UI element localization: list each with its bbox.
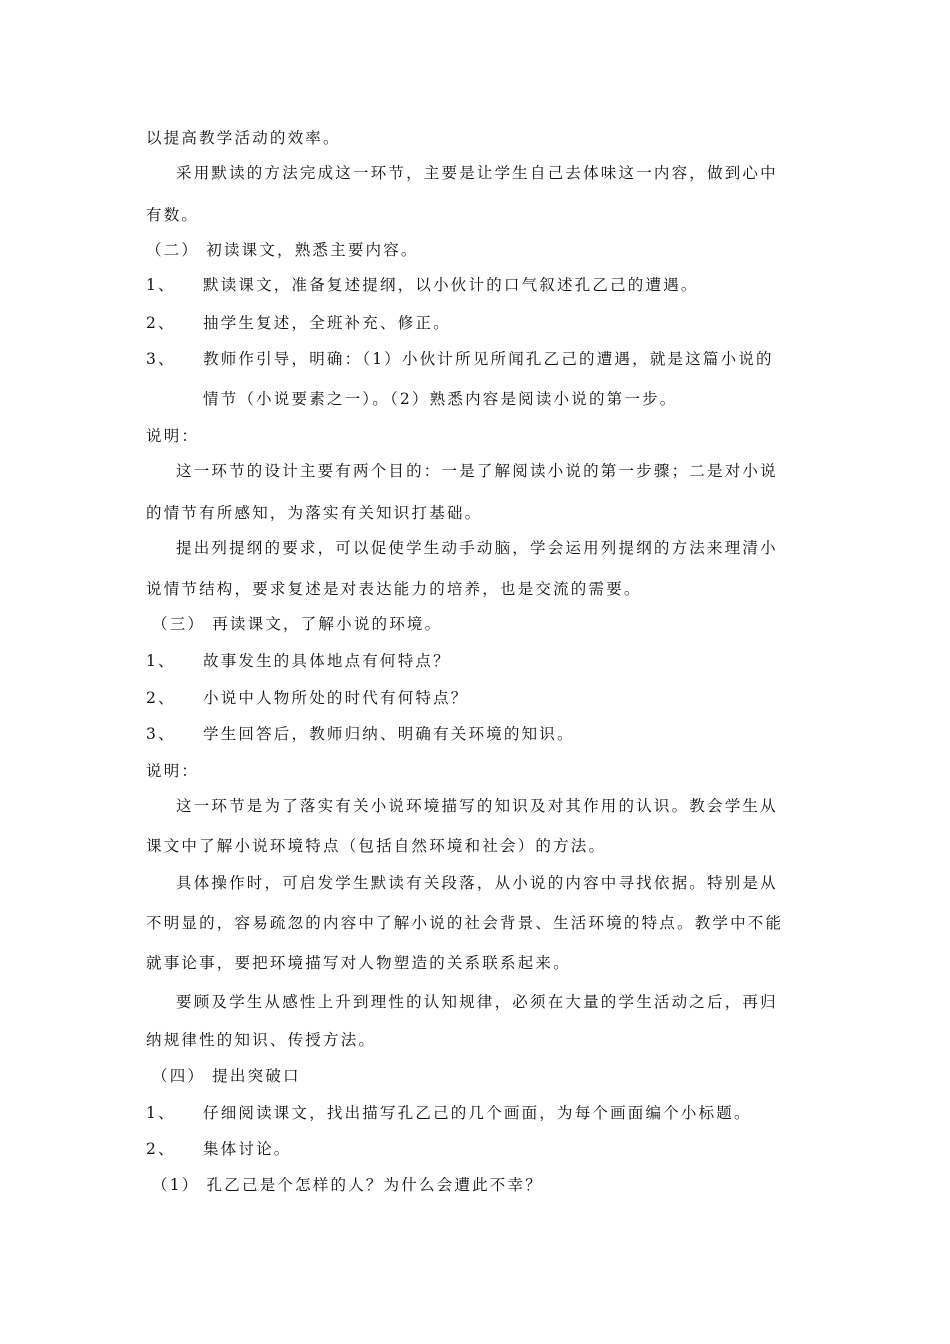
list-number: 2、 xyxy=(146,689,176,707)
paragraph-line: 有数。 xyxy=(146,206,200,224)
section-heading: （三） 再读课文，了解小说的环境。 xyxy=(152,615,443,633)
paragraph-line: 采用默读的方法完成这一环节，主要是让学生自己去体味这一内容，做到心中 xyxy=(176,164,778,182)
paragraph-line: 就事论事，要把环境描写对人物塑造的关系联系起来。 xyxy=(146,954,571,972)
paragraph-line: 纳规律性的知识、传授方法。 xyxy=(146,1031,377,1049)
paragraph-line: 说情节结构，要求复述是对表达能力的培养，也是交流的需要。 xyxy=(146,580,642,598)
note-label: 说明： xyxy=(146,427,200,445)
paragraph-line: 以提高教学活动的效率。 xyxy=(146,129,341,147)
list-number: 2、 xyxy=(146,1140,176,1158)
paragraph-line: 要顾及学生从感性上升到理性的认知规律，必须在大量的学生活动之后，再归 xyxy=(176,993,778,1011)
section-heading: （二） 初读课文，熟悉主要内容。 xyxy=(146,241,419,259)
list-item: 抽学生复述，全班补充、修正。 xyxy=(203,314,451,332)
paragraph-line: 这一环节的设计主要有两个目的：一是了解阅读小说的第一步骤；二是对小说 xyxy=(176,462,778,480)
paragraph-line: 这一环节是为了落实有关小说环境描写的知识及对其作用的认识。教会学生从 xyxy=(176,797,778,815)
paragraph-line: 提出列提纲的要求，可以促使学生动手动脑，学会运用列提纲的方法来理清小 xyxy=(176,539,778,557)
note-label: 说明： xyxy=(146,762,200,780)
list-item: 故事发生的具体地点有何特点？ xyxy=(203,652,451,670)
section-heading: （四） 提出突破口 xyxy=(152,1067,301,1085)
list-item: 小说中人物所处的时代有何特点？ xyxy=(203,689,469,707)
list-number: 3、 xyxy=(146,725,176,743)
paragraph-line: 不明显的，容易疏忽的内容中了解小说的社会背景、生活环境的特点。教学中不能 xyxy=(146,914,784,932)
list-item: 默读课文，准备复述提纲，以小伙计的口气叙述孔乙己的遭遇。 xyxy=(203,276,699,294)
list-number: 1、 xyxy=(146,276,176,294)
list-item: 仔细阅读课文，找出描写孔乙己的几个画面，为每个画面编个小标题。 xyxy=(203,1104,752,1122)
list-item: 集体讨论。 xyxy=(203,1140,292,1158)
list-item: 学生回答后，教师归纳、明确有关环境的知识。 xyxy=(203,725,575,743)
sub-list-item: （1） 孔乙己是个怎样的人？为什么会遭此不幸？ xyxy=(152,1176,543,1194)
list-number: 1、 xyxy=(146,1104,176,1122)
paragraph-line: 具体操作时，可启发学生默读有关段落，从小说的内容中寻找依据。特别是从 xyxy=(176,874,778,892)
paragraph-line: 课文中了解小说环境特点（包括自然环境和社会）的方法。 xyxy=(146,837,607,855)
list-item: 教师作引导，明确：（1）小伙计所见所闻孔乙己的遭遇，就是这篇小说的 xyxy=(203,350,774,368)
list-number: 1、 xyxy=(146,652,176,670)
paragraph-line: 的情节有所感知，为落实有关知识打基础。 xyxy=(146,504,483,522)
list-number: 3、 xyxy=(146,350,176,368)
list-number: 2、 xyxy=(146,314,176,332)
list-item-continuation: 情节（小说要素之一）。（2）熟悉内容是阅读小说的第一步。 xyxy=(203,390,678,408)
